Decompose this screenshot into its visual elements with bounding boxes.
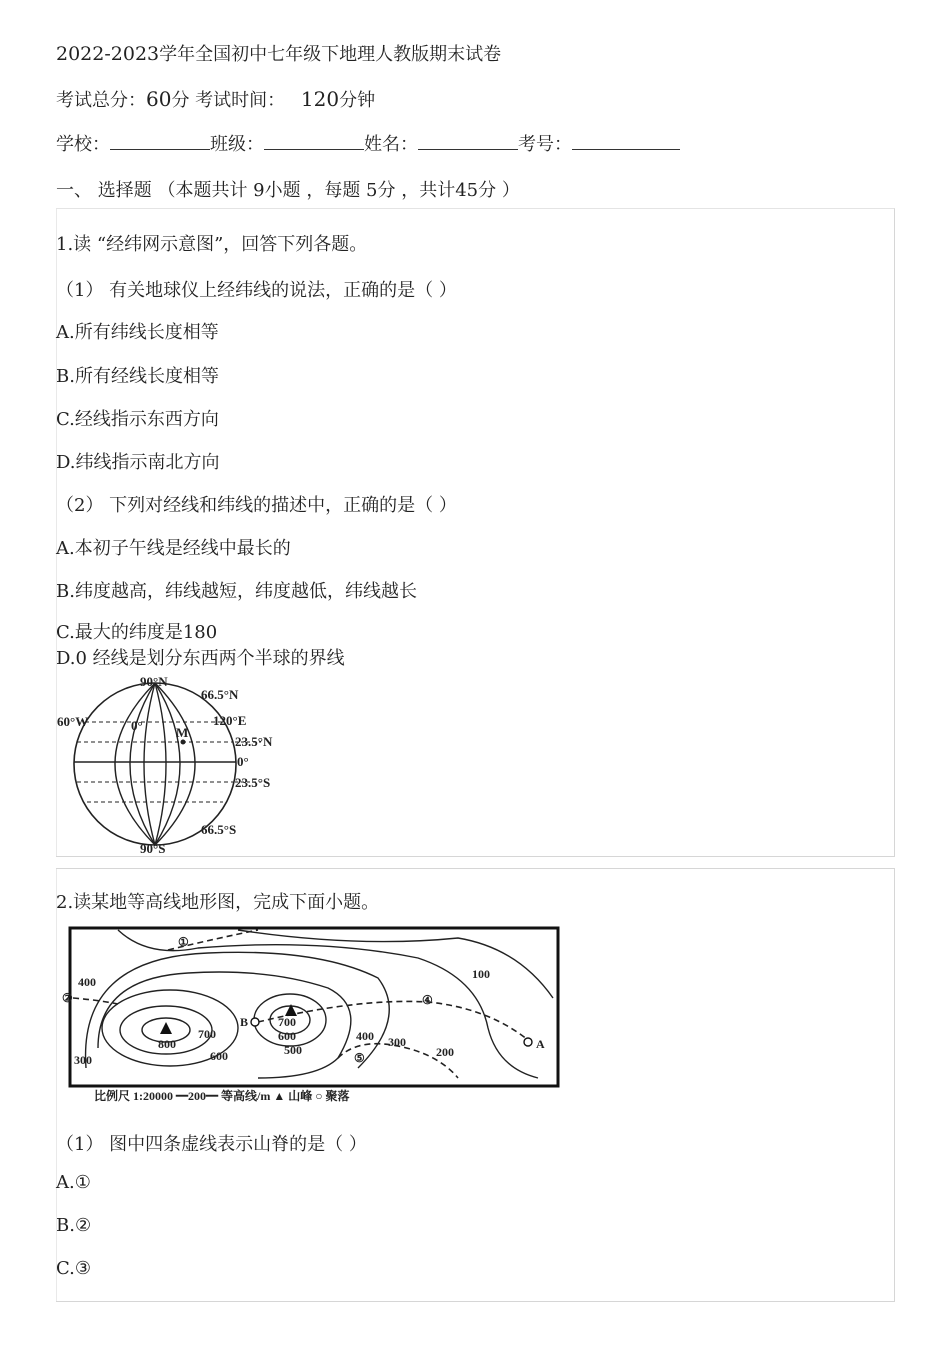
label-90s: 90°S [140,841,166,856]
q1-sub1-option-d[interactable]: D.纬线指示南北方向 [56,452,220,473]
q1-sub1-option-c[interactable]: C.经线指示东西方向 [56,409,219,430]
map-legend: 比例尺 1:20000 ━200━ 等高线/m ▲ 山峰 ○ 聚落 [94,1089,350,1103]
meridian-lines [115,683,195,845]
q1-sub2: （2） 下列对经线和纬线的描述中，正确的是（ ） [56,495,457,516]
q2-sub1: （1） 图中四条虚线表示山脊的是（ ） [56,1134,367,1155]
label-90n: 90°N [140,674,168,689]
settlement-b-icon [251,1018,259,1026]
q1-sub2-option-b[interactable]: B.纬度越高，纬线越短，纬度越低，纬线越长 [56,581,417,602]
label-700-mid: 700 [278,1015,296,1029]
q1-sub1: （1） 有关地球仪上经纬线的说法，正确的是（ ） [56,280,457,301]
label-700-left: 700 [198,1027,216,1041]
contour-map-figure [58,918,573,1110]
q2-stem: 2.读某地等高线地形图，完成下面小题。 [56,892,380,913]
exam-no-blank[interactable] [572,135,680,150]
label-m: M [176,725,189,740]
label-600-left: 600 [210,1049,228,1063]
settlement-a-icon [524,1038,532,1046]
marker-1: ① [178,935,189,949]
q2-sub1-option-b[interactable]: B.② [56,1215,92,1236]
label-300-mid: 300 [388,1035,406,1049]
q1-sub1-option-a[interactable]: A.所有纬线长度相等 [56,322,219,343]
q1-sub1-option-b[interactable]: B.所有经线长度相等 [56,366,219,387]
label-23n: 23.5°N [235,734,273,749]
label-100: 100 [472,967,490,981]
label-120e: 120°E [213,713,247,728]
label-300-left: 300 [74,1053,92,1067]
name-blank[interactable] [418,135,518,150]
label-66s: 66.5°S [201,822,237,837]
label-23s: 23.5°S [235,775,271,790]
globe-outline [74,683,236,845]
label-400-left: 400 [78,975,96,989]
label-equator: 0° [237,754,249,769]
school-blank[interactable] [110,135,210,150]
label-500: 500 [284,1043,302,1057]
marker-5: ⑤ [354,1051,365,1065]
label-60w: 60°W [57,714,89,729]
class-blank[interactable] [264,135,364,150]
marker-2: ② [62,991,73,1005]
label-a: A [536,1037,545,1051]
q2-sub1-option-a[interactable]: A.① [56,1172,91,1193]
label-200: 200 [436,1045,454,1059]
section-title: 一、 选择题 （本题共计 9小题 ，每题 5分 ，共计45分 ） [56,180,520,201]
q1-sub2-option-c[interactable]: C.最大的纬度是180 [56,622,218,643]
globe-graticule-figure [55,670,295,860]
exam-meta: 考试总分：60分 考试时间： 120分钟 [56,87,376,111]
exam-title: 2022-2023学年全国初中七年级下地理人教版期末试卷 [56,43,502,65]
contour-lines [86,930,553,1078]
label-600-mid: 600 [278,1029,296,1043]
label-66n: 66.5°N [201,687,239,702]
map-frame [70,928,558,1086]
peak-800-icon [160,1022,172,1034]
q2-sub1-option-c[interactable]: C.③ [56,1258,91,1279]
marker-4: ④ [422,993,433,1007]
student-info-line: 学校： 班级： 姓名： 考号： [56,130,680,156]
label-400-mid: 400 [356,1029,374,1043]
q1-stem: 1.读 “经纬网示意图”，回答下列各题。 [56,234,368,255]
label-0-meridian: 0° [131,718,143,733]
label-800: 800 [158,1037,176,1051]
point-m-dot [181,740,186,745]
q1-sub2-option-a[interactable]: A.本初子午线是经线中最长的 [56,538,291,559]
label-b: B [240,1015,249,1029]
latitude-lines [74,722,261,802]
q1-sub2-option-d[interactable]: D.0 经线是划分东西两个半球的界线 [56,648,345,669]
